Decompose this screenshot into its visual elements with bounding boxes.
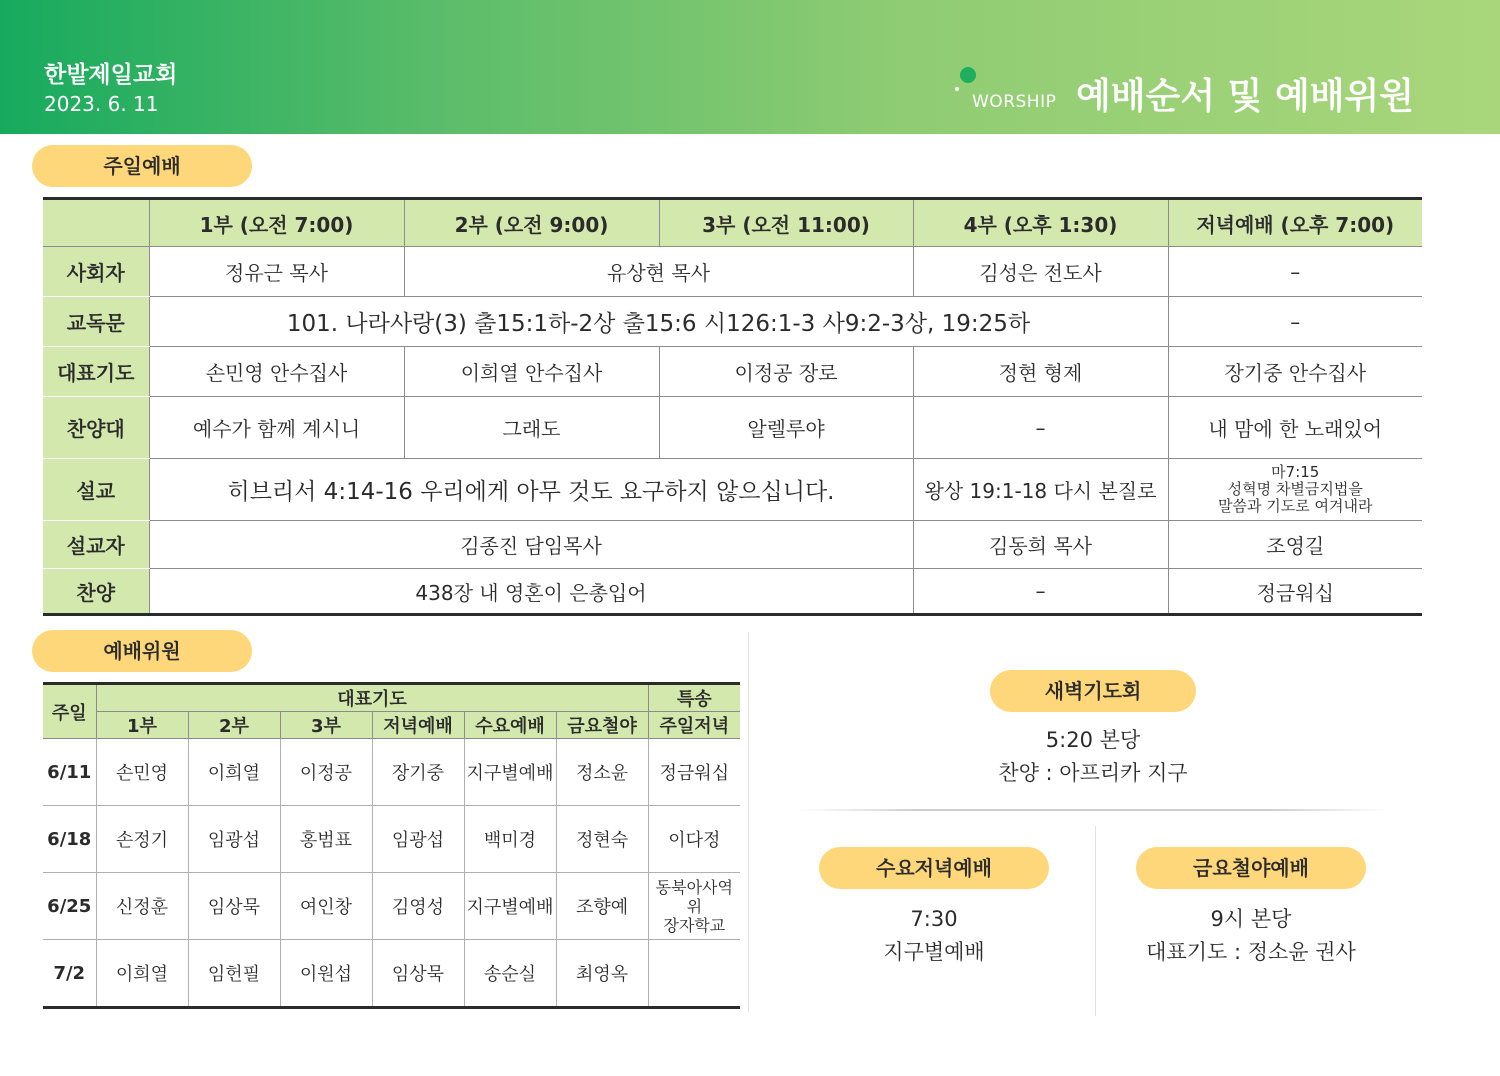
table-cell: 김영성: [372, 873, 464, 940]
table-row: [43, 940, 740, 1008]
table-cell: 101. 나라사랑(3) 출15:1하-2상 출15:6 시126:1-3 사9:2-3상, 19:25하: [149, 297, 1168, 347]
sermon-evening-line: 성혁명 차별금지법을: [1227, 480, 1363, 498]
special-line: 장자학교: [663, 915, 726, 935]
dawn-line: 찬양 : 아프리카 지구: [998, 761, 1188, 785]
table-row: [43, 459, 1422, 521]
header-banner: [0, 0, 1500, 134]
table-row: [43, 739, 740, 806]
date-cell: 6/11: [43, 739, 96, 806]
col-sub: 금요철야: [556, 712, 648, 739]
sermon-evening-line: 말씀과 기도로 여겨내라: [1218, 497, 1373, 515]
table-cell: 임광섭: [372, 806, 464, 873]
sermon-evening-line: 마7:15: [1271, 463, 1320, 481]
table-row: [43, 397, 1422, 459]
worship-label: WORSHIP: [972, 92, 1057, 112]
table-cell: 히브리서 4:14-16 우리에게 아무 것도 요구하지 않으십니다.: [149, 459, 913, 521]
table-row: [43, 873, 740, 940]
church-name: 한밭제일교회: [44, 62, 178, 88]
col-service-2: 2부 (오전 9:00): [404, 199, 659, 247]
table-row: [43, 569, 1422, 615]
table-cell: 임상묵: [372, 940, 464, 1008]
bulletin-date: 2023. 6. 11: [44, 92, 159, 116]
table-cell: –: [913, 397, 1168, 459]
members-table: [43, 682, 740, 1009]
divider: [800, 809, 1390, 811]
dawn-prayer-title: 새벽기도회: [990, 670, 1196, 712]
col-sub: 주일저녁: [648, 712, 740, 739]
table-cell: 여인창: [280, 873, 372, 940]
date-cell: 6/18: [43, 806, 96, 873]
table-cell: 알렐루야: [659, 397, 913, 459]
table-cell: 왕상 19:1-18 다시 본질로: [913, 459, 1168, 521]
table-row: [43, 347, 1422, 397]
table-cell: 이다정: [648, 806, 740, 873]
corner-cell: [43, 199, 149, 247]
table-cell: 이정공 장로: [659, 347, 913, 397]
row-label: 찬양: [43, 569, 149, 615]
special-line: 동북아사역위: [655, 877, 733, 916]
col-evening: 저녁예배 (오후 7:00): [1168, 199, 1422, 247]
table-cell: 지구별예배: [464, 739, 556, 806]
table-cell: 손민영: [96, 739, 188, 806]
date-cell: 7/2: [43, 940, 96, 1008]
table-header-row: [43, 684, 740, 712]
table-cell: 정현 형제: [913, 347, 1168, 397]
table-cell: 최영옥: [556, 940, 648, 1008]
table-cell: 장기중: [372, 739, 464, 806]
table-cell: 임헌필: [188, 940, 280, 1008]
table-cell: 임상묵: [188, 873, 280, 940]
wednesday-line: 지구별예배: [883, 940, 985, 964]
table-cell: 손민영 안수집사: [149, 347, 404, 397]
row-label: 설교: [43, 459, 149, 521]
table-cell: 조영길: [1168, 521, 1422, 569]
friday-line: 9시 본당: [1210, 907, 1292, 931]
col-sunday-date: 주일: [43, 684, 96, 739]
table-row: [43, 521, 1422, 569]
wednesday-line: 7:30: [910, 907, 958, 931]
table-cell: [1168, 459, 1422, 521]
col-sub: 2부: [188, 712, 280, 739]
table-cell: 그래도: [404, 397, 659, 459]
table-cell: 정유근 목사: [149, 247, 404, 297]
col-sub: 저녁예배: [372, 712, 464, 739]
friday-title: 금요철야예배: [1136, 847, 1366, 889]
row-label: 사회자: [43, 247, 149, 297]
white-dot-icon: [955, 87, 959, 91]
table-row: [43, 247, 1422, 297]
table-cell: 정금워십: [648, 739, 740, 806]
table-cell: 정소윤: [556, 739, 648, 806]
row-label: 설교자: [43, 521, 149, 569]
table-row: [43, 806, 740, 873]
table-cell: 김성은 전도사: [913, 247, 1168, 297]
table-cell: 정금워십: [1256, 580, 1334, 605]
table-cell: 이희열: [96, 940, 188, 1008]
table-cell: –: [1168, 247, 1422, 297]
col-prayer-group: 대표기도: [96, 684, 648, 712]
table-cell: 백미경: [464, 806, 556, 873]
table-cell: 이희열: [188, 739, 280, 806]
row-label: 교독문: [43, 297, 149, 347]
table-cell: 조향예: [556, 873, 648, 940]
friday-info: [1100, 903, 1402, 969]
members-title: 예배위원: [32, 630, 252, 672]
table-row: [43, 297, 1422, 347]
table-cell: [648, 873, 740, 940]
sunday-service-table: [43, 197, 1422, 616]
row-label: 찬양대: [43, 397, 149, 459]
table-cell: 이원섭: [280, 940, 372, 1008]
table-cell: [648, 940, 740, 1008]
table-cell: 김종진 담임목사: [149, 521, 913, 569]
table-cell: 홍범표: [280, 806, 372, 873]
table-cell: 송순실: [464, 940, 556, 1008]
table-cell: 이희열 안수집사: [404, 347, 659, 397]
row-label: 대표기도: [43, 347, 149, 397]
date-cell: 6/25: [43, 873, 96, 940]
table-cell: –: [1168, 297, 1422, 347]
dawn-line: 5:20 본당: [1045, 728, 1141, 752]
col-sub: 수요예배: [464, 712, 556, 739]
friday-line: 대표기도 : 정소윤 권사: [1146, 940, 1356, 964]
col-service-4: 4부 (오후 1:30): [913, 199, 1168, 247]
table-cell: 유상현 목사: [404, 247, 913, 297]
table-cell: 손정기: [96, 806, 188, 873]
col-special-group: 특송: [648, 684, 740, 712]
table-cell: –: [913, 569, 1168, 615]
wednesday-info: [784, 903, 1084, 969]
table-cell: 김동희 목사: [913, 521, 1168, 569]
table-cell: 신정훈: [96, 873, 188, 940]
col-sub: 1부: [96, 712, 188, 739]
wednesday-title: 수요저녁예배: [819, 847, 1049, 889]
dawn-prayer-info: [940, 724, 1246, 790]
col-sub: 3부: [280, 712, 372, 739]
table-cell: 장기중 안수집사: [1168, 347, 1422, 397]
table-cell: 지구별예배: [464, 873, 556, 940]
divider: [1095, 826, 1096, 1016]
table-cell: 임광섭: [188, 806, 280, 873]
table-header-row: [43, 199, 1422, 247]
page-title: 예배순서 및 예배위원: [1076, 76, 1415, 117]
divider: [748, 632, 749, 1012]
col-service-3: 3부 (오전 11:00): [659, 199, 913, 247]
col-service-1: 1부 (오전 7:00): [149, 199, 404, 247]
sunday-service-title: 주일예배: [32, 145, 252, 187]
green-dot-icon: [960, 67, 976, 83]
table-cell: 내 맘에 한 노래있어: [1168, 397, 1422, 459]
table-cell: 예수가 함께 계시니: [149, 397, 404, 459]
table-subheader-row: [43, 712, 740, 739]
table-cell: 438장 내 영혼이 은총입어: [149, 569, 913, 615]
table-cell: 정현숙: [556, 806, 648, 873]
table-cell: 이정공: [280, 739, 372, 806]
